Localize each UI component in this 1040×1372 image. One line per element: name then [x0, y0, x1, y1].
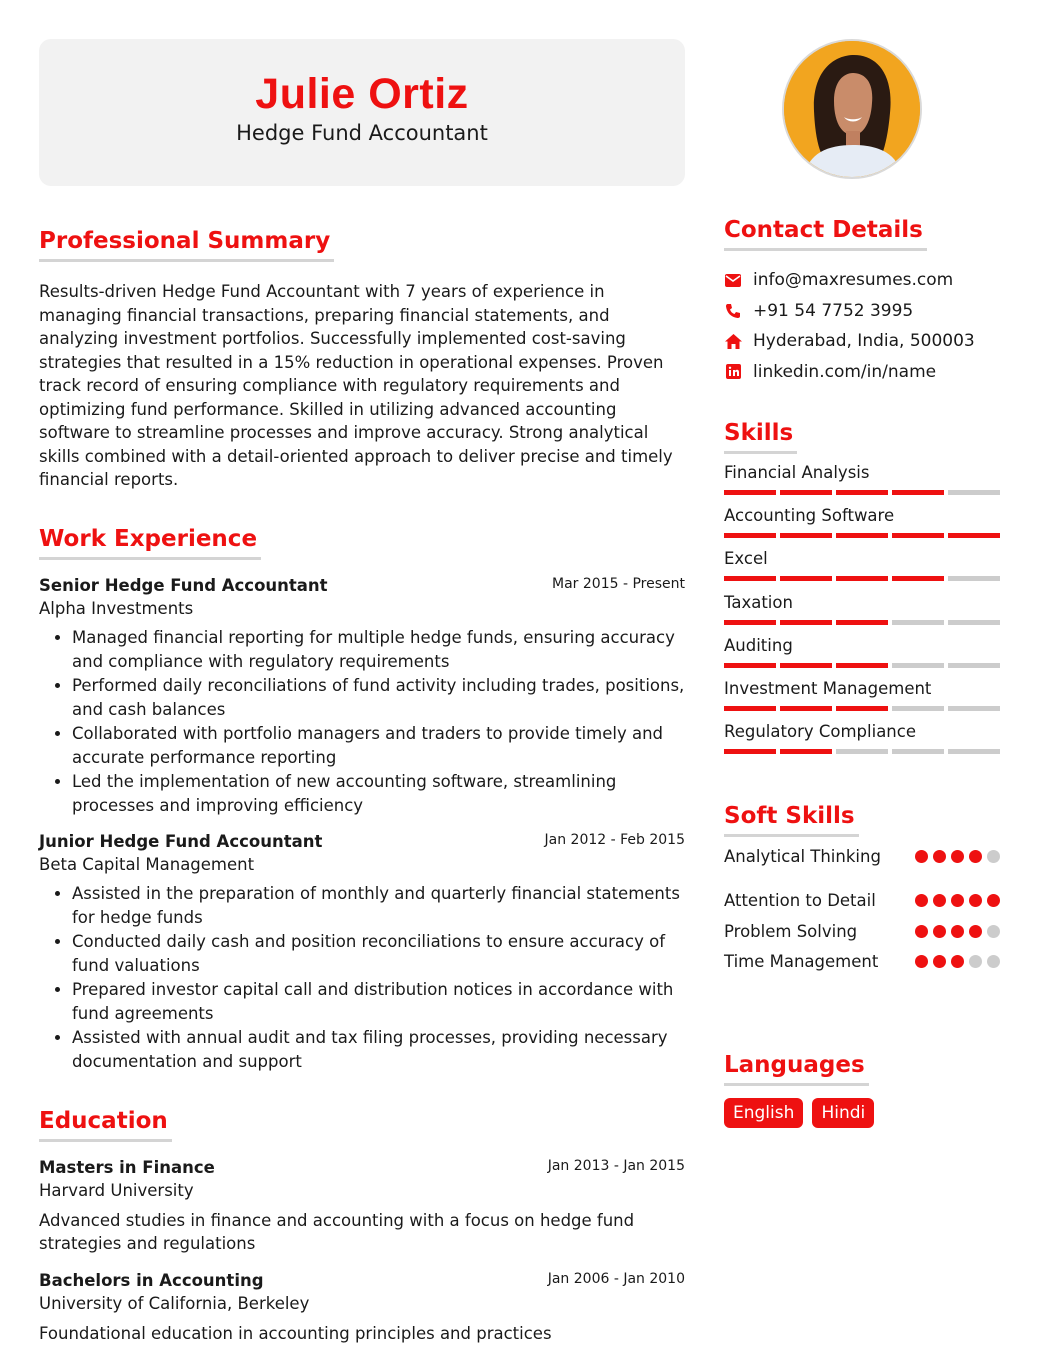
- skill-bar-segment: [948, 533, 1000, 538]
- skill-level-bar: [724, 663, 1000, 668]
- job-bullet: • Prepared investor capital call and distribution notices in accordance with fund agreements: [72, 978, 685, 1026]
- contact-phone[interactable]: [724, 296, 1000, 327]
- skill-bar-segment: [948, 490, 1000, 495]
- skills-list: [724, 462, 1000, 764]
- skill-bar-segment: [780, 749, 832, 754]
- contact-address: [724, 326, 1000, 357]
- soft-skill-item: [724, 920, 1000, 942]
- languages-list: [724, 1098, 1000, 1128]
- skill-item: [724, 678, 1000, 721]
- job-date: Jan 2012 - Feb 2015: [544, 831, 685, 848]
- skill-item: [724, 462, 1000, 505]
- skill-name: Investment Management: [724, 678, 932, 698]
- language-badge: English: [724, 1098, 803, 1128]
- summary-heading: Professional Summary: [39, 226, 334, 262]
- experience-heading: Work Experience: [39, 524, 261, 560]
- soft-skill-rating: [915, 894, 1000, 907]
- skill-level-bar: [724, 490, 1000, 495]
- skill-level-bar: [724, 706, 1000, 711]
- skill-bar-segment: [780, 490, 832, 495]
- soft-skill-name: Time Management: [724, 951, 879, 971]
- rating-dot: [915, 850, 928, 863]
- rating-dot: [933, 894, 946, 907]
- rating-dot: [951, 894, 964, 907]
- left-column: [39, 39, 685, 1345]
- rating-dot: [933, 850, 946, 863]
- linkedin-icon: [724, 363, 742, 381]
- job-date: Mar 2015 - Present: [552, 575, 685, 592]
- skill-bar-segment: [724, 490, 776, 495]
- skill-bar-segment: [892, 620, 944, 625]
- rating-dot: [987, 955, 1000, 968]
- skill-level-bar: [724, 533, 1000, 538]
- candidate-title: Hedge Fund Accountant: [236, 121, 488, 145]
- skill-name: Financial Analysis: [724, 463, 870, 482]
- skill-bar-segment: [892, 576, 944, 581]
- skill-bar-segment: [724, 749, 776, 754]
- education-entry: [39, 1156, 685, 1256]
- rating-dot: [951, 925, 964, 938]
- home-icon: [724, 332, 742, 350]
- degree: Bachelors in Accounting: [39, 1270, 264, 1290]
- job-bullet: • Assisted in the preparation of monthly and quarterly financial statements for hedge funds: [72, 882, 685, 930]
- soft-skills-section: [724, 801, 1000, 972]
- skill-bar-segment: [836, 663, 888, 668]
- skill-name: Auditing: [724, 635, 793, 655]
- skill-bar-segment: [892, 490, 944, 495]
- skill-name: Accounting Software: [724, 506, 895, 526]
- envelope-icon: [724, 271, 742, 289]
- summary-section: [39, 226, 685, 492]
- contact-address-text: Hyderabad, India, 500003: [753, 331, 975, 352]
- job-company: Alpha Investments: [39, 598, 194, 618]
- education-heading: Education: [39, 1106, 172, 1142]
- skill-level-bar: [724, 576, 1000, 581]
- skills-heading: Skills: [724, 418, 797, 454]
- skill-bar-segment: [780, 706, 832, 711]
- skill-bar-segment: [724, 620, 776, 625]
- skill-bar-segment: [948, 706, 1000, 711]
- job-entry: [39, 830, 685, 1074]
- skill-level-bar: [724, 749, 1000, 754]
- skill-bar-segment: [724, 576, 776, 581]
- contact-linkedin-text: linkedin.com/in/name: [753, 361, 937, 382]
- language-badge: Hindi: [812, 1098, 874, 1128]
- resume-header: [39, 39, 685, 186]
- education-date: Jan 2006 - Jan 2010: [547, 1270, 685, 1287]
- skill-name: Regulatory Compliance: [724, 722, 916, 742]
- job-bullet: • Performed daily reconciliations of fund activity including trades, positions, and cash balances: [72, 674, 685, 722]
- skill-item: [724, 505, 1000, 548]
- skill-bar-segment: [948, 620, 1000, 625]
- education-section: [39, 1106, 685, 1346]
- contact-email[interactable]: [724, 265, 1000, 296]
- rating-dot: [987, 894, 1000, 907]
- job-bullets: [39, 882, 685, 1074]
- education-date: Jan 2013 - Jan 2015: [547, 1157, 685, 1174]
- job-title: Junior Hedge Fund Accountant: [39, 831, 323, 851]
- skill-bar-segment: [836, 706, 888, 711]
- rating-dot: [969, 850, 982, 863]
- languages-section: [724, 1050, 1000, 1128]
- contact-phone-text: +91 54 7752 3995: [753, 300, 914, 321]
- skill-bar-segment: [836, 533, 888, 538]
- skill-bar-segment: [836, 490, 888, 495]
- skill-bar-segment: [836, 749, 888, 754]
- phone-icon: [724, 302, 742, 320]
- rating-dot: [987, 925, 1000, 938]
- skill-bar-segment: [948, 749, 1000, 754]
- rating-dot: [987, 850, 1000, 863]
- skill-bar-segment: [892, 749, 944, 754]
- rating-dot: [933, 955, 946, 968]
- skill-bar-segment: [780, 620, 832, 625]
- skill-bar-segment: [780, 533, 832, 538]
- soft-skill-rating: [915, 925, 1000, 938]
- skills-section: [724, 418, 1000, 764]
- skill-bar-segment: [780, 663, 832, 668]
- rating-dot: [915, 925, 928, 938]
- skill-bar-segment: [836, 576, 888, 581]
- soft-skill-rating: [915, 850, 1000, 863]
- soft-skill-item: [724, 950, 1000, 972]
- job-company: Beta Capital Management: [39, 854, 255, 874]
- soft-skills-heading: Soft Skills: [724, 801, 859, 837]
- skill-name: Excel: [724, 549, 768, 569]
- job-title: Senior Hedge Fund Accountant: [39, 575, 328, 595]
- job-bullet: • Collaborated with portfolio managers and traders to provide timely and accurate performance reporting: [72, 722, 685, 770]
- contact-section: [724, 215, 1000, 387]
- skill-bar-segment: [892, 533, 944, 538]
- skill-bar-segment: [780, 576, 832, 581]
- job-bullet: • Managed financial reporting for multiple hedge funds, ensuring accuracy and compliance with regulatory requirements: [72, 626, 685, 674]
- rating-dot: [915, 955, 928, 968]
- school: University of California, Berkeley: [39, 1293, 310, 1313]
- skill-level-bar: [724, 620, 1000, 625]
- soft-skill-rating: [915, 955, 1000, 968]
- skill-item: [724, 721, 1000, 764]
- contact-heading: Contact Details: [724, 215, 927, 251]
- languages-heading: Languages: [724, 1050, 869, 1086]
- job-bullet: • Led the implementation of new accounting software, streamlining processes and improving efficiency: [72, 770, 685, 818]
- skill-bar-segment: [724, 663, 776, 668]
- skill-item: [724, 548, 1000, 591]
- school: Harvard University: [39, 1180, 194, 1200]
- job-entry: [39, 574, 685, 818]
- job-bullet: • Assisted with annual audit and tax filing processes, providing necessary documentation and support: [72, 1026, 685, 1074]
- education-entry: [39, 1269, 685, 1346]
- education-desc: Advanced studies in finance and accounting with a focus on hedge fund strategies and regulations: [39, 1210, 635, 1253]
- soft-skill-item: [724, 845, 1000, 867]
- rating-dot: [951, 850, 964, 863]
- rating-dot: [969, 955, 982, 968]
- experience-section: [39, 524, 685, 1074]
- candidate-name: Julie Ortiz: [255, 70, 469, 118]
- job-bullets: [39, 626, 685, 818]
- contact-linkedin[interactable]: [724, 357, 1000, 388]
- education-desc: Foundational education in accounting principles and practices: [39, 1323, 552, 1343]
- skill-bar-segment: [948, 576, 1000, 581]
- summary-text: Results-driven Hedge Fund Accountant with 7 years of experience in managing financial transactions, preparing financial statements, and analyzing investment portfolios. Successfully implemented cost-saving strategies that resulted in a 15% reduction in operational expenses. Proven track record of ensuring compliance with regulatory requirements and optimizing fund performance. Skilled in utilizing advanced accounting software to streamline processes and improve accuracy. Strong analytical skills combined with a detail-oriented approach to deliver precise and timely financial reports.: [39, 282, 673, 489]
- skill-bar-segment: [724, 706, 776, 711]
- skill-item: [724, 635, 1000, 678]
- skill-bar-segment: [892, 706, 944, 711]
- contact-email-text: info@maxresumes.com: [753, 270, 954, 291]
- rating-dot: [969, 925, 982, 938]
- rating-dot: [933, 925, 946, 938]
- skill-name: Taxation: [724, 592, 793, 612]
- skill-bar-segment: [724, 533, 776, 538]
- profile-photo-illustration: [784, 41, 920, 177]
- skill-bar-segment: [836, 620, 888, 625]
- soft-skill-name: Problem Solving: [724, 921, 858, 941]
- skill-bar-segment: [892, 663, 944, 668]
- soft-skills-list: [724, 845, 1000, 972]
- soft-skill-name: Analytical Thinking: [724, 846, 881, 866]
- skill-bar-segment: [948, 663, 1000, 668]
- soft-skill-item: [724, 889, 1000, 911]
- rating-dot: [951, 955, 964, 968]
- job-bullet: • Conducted daily cash and position reconciliations to ensure accuracy of fund valuations: [72, 930, 685, 978]
- soft-skill-name: Attention to Detail: [724, 890, 876, 910]
- rating-dot: [969, 894, 982, 907]
- skill-item: [724, 592, 1000, 635]
- profile-photo: [782, 39, 922, 179]
- rating-dot: [915, 894, 928, 907]
- degree: Masters in Finance: [39, 1157, 215, 1177]
